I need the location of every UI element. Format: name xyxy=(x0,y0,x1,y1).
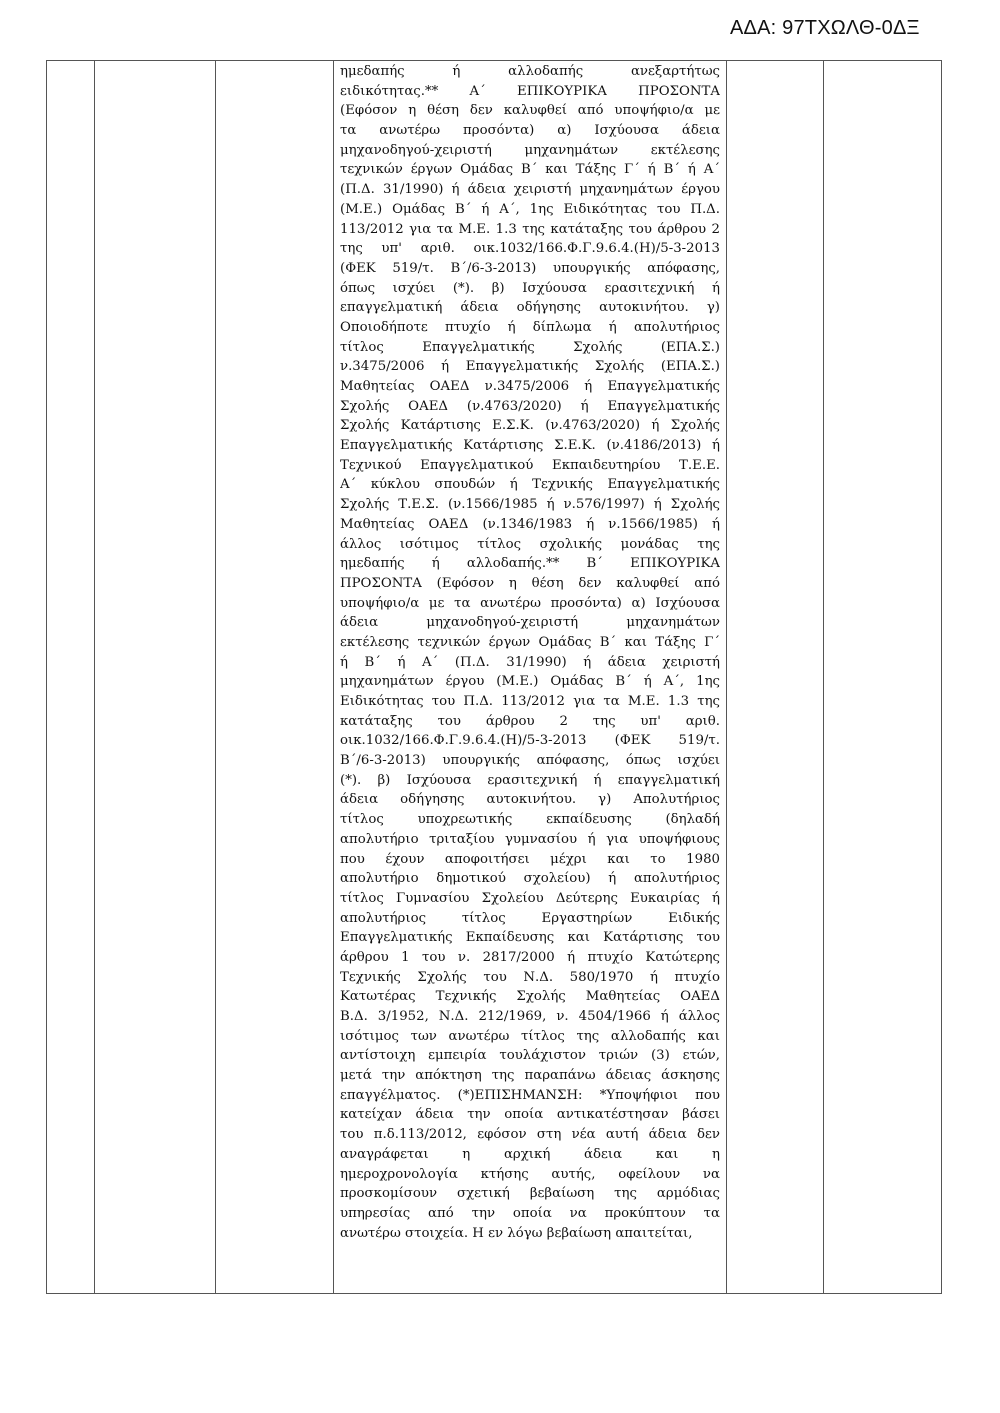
text-line: κατάταξης του άρθρου 2 της υπ' αριθ. xyxy=(340,713,720,729)
text-line: άδεια οδήγησης αυτοκινήτου. γ) Απολυτήριος xyxy=(340,792,720,808)
text-line: ημεροχρονολογία κτήσης αυτής, οφείλουν να xyxy=(340,1166,720,1182)
text-line: τίτλος Γυμνασίου Σχολείου Δεύτερης Ευκαιρίας ή xyxy=(340,890,720,906)
table-cell-col1 xyxy=(47,61,95,1294)
table-cell-col6 xyxy=(824,61,942,1294)
text-line: ανωτέρω στοιχεία. Η εν λόγω βεβαίωση απαιτείται, xyxy=(340,1225,693,1241)
table-cell-col3 xyxy=(216,61,334,1294)
text-line: Β.Δ. 3/1952, Ν.Δ. 212/1969, ν. 4504/1966 ή άλλος xyxy=(340,1009,720,1024)
text-line: Τεχνικού Επαγγελματικού Εκπαιδευτηρίου Τ.Ε.Ε. xyxy=(340,457,720,473)
text-line: τίτλος Επαγγελματικής Σχολής (ΕΠΑ.Σ.) xyxy=(340,339,720,355)
text-line: Σχολής Τ.Ε.Σ. (ν.1566/1985 ή ν.576/1997) ή Σχολής xyxy=(340,497,720,513)
text-line: Α΄ κύκλου σπουδών ή Τεχνικής Επαγγελματικής xyxy=(340,477,720,493)
text-line: κατείχαν άδεια την οποία αντικατέστησαν βάσει xyxy=(340,1107,720,1123)
text-line: απολυτήριος τίτλος Εργαστηρίων Ειδικής xyxy=(340,910,720,926)
text-line: επαγγέλματος. (*)ΕΠΙΣΗΜΑΝΣΗ: *Υποψήφιοι που xyxy=(340,1087,720,1103)
text-line: τεχνικών έργων Ομάδας Β΄ και Τάξης Γ΄ ή Β΄ ή Α΄ xyxy=(340,162,720,178)
text-line: ημεδαπής ή αλλοδαπής ανεξαρτήτως xyxy=(340,64,720,79)
text-line: επαγγελματική άδεια οδήγησης αυτοκινήτου. γ) xyxy=(340,300,720,316)
text-line: αντίστοιχη εμπειρία τουλάχιστον τριών (3) ετών, xyxy=(340,1048,720,1064)
text-line: (Π.Δ. 31/1990) ή άδεια χειριστή μηχανημάτων έργου xyxy=(340,182,720,198)
text-line: ΠΡΟΣΟΝΤΑ (Εφόσον η θέση δεν καλυφθεί από xyxy=(340,575,720,591)
text-line: της υπ' αριθ. οικ.1032/166.Φ.Γ.9.6.4.(Η)/5-3-2013 xyxy=(340,241,720,257)
text-line: όπως ισχύει (*). β) Ισχύουσα ερασιτεχνική ή xyxy=(340,280,720,296)
text-line: μηχανοδηγού-χειριστή μηχανημάτων εκτέλεσης xyxy=(340,142,720,158)
text-line: Κατωτέρας Τεχνικής Σχολής Μαθητείας ΟΑΕΔ xyxy=(340,989,720,1005)
text-line: Σχολής Κατάρτισης Ε.Σ.Κ. (ν.4763/2020) ή Σχολής xyxy=(340,418,720,434)
text-line: (*). β) Ισχύουσα ερασιτεχνική ή επαγγελματική xyxy=(340,772,720,788)
qualifications-cell xyxy=(334,61,727,1294)
text-line: υπηρεσίας από την οποία να προκύπτουν τα xyxy=(340,1205,720,1221)
text-line: του π.δ.113/2012, εφόσον στη νέα αυτή άδεια δεν xyxy=(340,1127,720,1143)
text-line: Τεχνικής Σχολής του Ν.Δ. 580/1970 ή πτυχίο xyxy=(340,969,720,985)
text-line: αναγράφεται η αρχική άδεια και η xyxy=(340,1146,720,1162)
text-line: (Μ.Ε.) Ομάδας Β΄ ή Α΄, 1ης Ειδικότητας του Π.Δ. xyxy=(340,201,720,217)
text-line: άδεια μηχανοδηγού-χειριστή μηχανημάτων xyxy=(340,615,720,631)
table-cell-col5 xyxy=(727,61,824,1294)
text-line: προσκομίσουν σχετική βεβαίωση της αρμόδιας xyxy=(340,1186,720,1202)
text-line: ή Β΄ ή Α΄ (Π.Δ. 31/1990) ή άδεια χειριστή xyxy=(340,654,720,670)
text-line: απολυτήριο δημοτικού σχολείου) ή απολυτήριος xyxy=(340,871,720,887)
text-line: ισότιμος των ανωτέρω τίτλος της αλλοδαπής και xyxy=(340,1028,720,1044)
text-line: ειδικότητας.** Α΄ ΕΠΙΚΟΥΡΙΚΑ ΠΡΟΣΟΝΤΑ xyxy=(340,83,720,99)
text-line: τα ανωτέρω προσόντα) α) Ισχύουσα άδεια xyxy=(340,123,720,139)
text-line: μετά την απόκτηση της παραπάνω άδειας άσκησης xyxy=(340,1068,720,1084)
text-line: Επαγγελματικής Εκπαίδευσης και Κατάρτισης του xyxy=(340,930,720,946)
text-line: ν.3475/2006 ή Επαγγελματικής Σχολής (ΕΠΑ.Σ.) xyxy=(340,359,720,375)
text-line: Β΄/6-3-2013) υπουργικής απόφασης, όπως ισχύει xyxy=(340,753,720,769)
text-line: 113/2012 για τα Μ.Ε. 1.3 της κατάταξης του άρθρου 2 xyxy=(340,221,720,237)
text-line: άλλος ισότιμος τίτλος σχολικής μονάδας της xyxy=(340,536,720,552)
text-line: απολυτήριο τριταξίου γυμνασίου ή για υποψήφιους xyxy=(340,831,720,847)
text-line: Μαθητείας ΟΑΕΔ (ν.1346/1983 ή ν.1566/1985) ή xyxy=(340,516,720,532)
table-row xyxy=(47,61,942,1294)
ada-reference-code: ΑΔΑ: 97ΤΧΩΛΘ-0ΔΞ xyxy=(730,17,920,39)
text-line: Επαγγελματικής Κατάρτισης Σ.Ε.Κ. (ν.4186/2013) ή xyxy=(340,438,720,454)
text-line: που έχουν αποφοιτήσει μέχρι και το 1980 xyxy=(340,851,720,867)
qualifications-text xyxy=(334,61,726,1243)
text-line: ημεδαπής ή αλλοδαπής.** Β΄ ΕΠΙΚΟΥΡΙΚΑ xyxy=(340,556,720,572)
text-line: εκτέλεσης τεχνικών έργων Ομάδας Β΄ και Τάξης Γ΄ xyxy=(340,634,720,650)
text-line: (ΦΕΚ 519/τ. Β΄/6-3-2013) υπουργικής απόφασης, xyxy=(340,260,720,276)
qualifications-table xyxy=(46,60,942,1294)
text-line: οικ.1032/166.Φ.Γ.9.6.4.(Η)/5-3-2013 (ΦΕΚ 519/τ. xyxy=(340,733,720,749)
text-line: Μαθητείας ΟΑΕΔ ν.3475/2006 ή Επαγγελματικής xyxy=(340,379,720,394)
text-line: Σχολής ΟΑΕΔ (ν.4763/2020) ή Επαγγελματικής xyxy=(340,398,720,414)
text-line: άρθρου 1 του ν. 2817/2000 ή πτυχίο Κατώτερης xyxy=(340,949,720,965)
table-cell-col2 xyxy=(95,61,216,1294)
text-line: τίτλος υποχρεωτικής εκπαίδευσης (δηλαδή xyxy=(340,812,720,828)
text-line: μηχανημάτων έργου (Μ.Ε.) Ομάδας Β΄ ή Α΄, 1ης xyxy=(340,674,720,690)
text-line: Ειδικότητας του Π.Δ. 113/2012 για τα Μ.Ε. 1.3 της xyxy=(340,694,720,709)
text-line: (Εφόσον η θέση δεν καλυφθεί από υποψήφιο/α με xyxy=(340,103,720,119)
text-line: Οποιοδήποτε πτυχίο ή δίπλωμα ή απολυτήριος xyxy=(340,319,720,335)
text-line: υποψήφιο/α με τα ανωτέρω προσόντα) α) Ισχύουσα xyxy=(340,595,720,611)
